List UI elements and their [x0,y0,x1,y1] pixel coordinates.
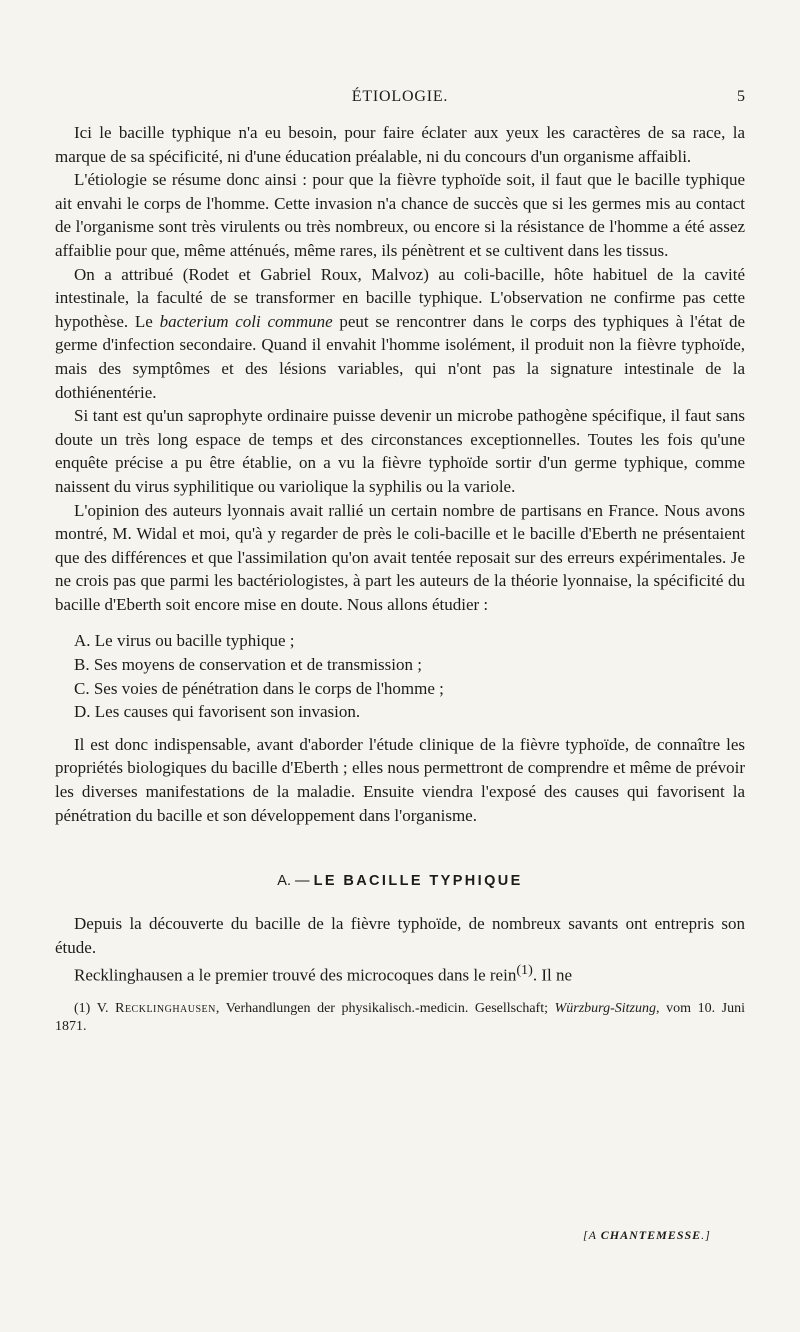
paragraph-colibacille [55,263,745,405]
footnote-author-initial: V. [96,1000,109,1016]
footnote-session: Würzburg-Sitzung [554,1000,656,1016]
signature-name: CHANTEMESSE [600,1228,702,1242]
recklinghausen-tail: . Il ne [532,966,573,986]
study-outline-list [55,629,745,723]
species-name: bacterium coli commune [159,311,333,331]
paragraph-indispensable: Il est donc indispensable, avant d'aborder l'étude clinique de la fièvre typhoïde, de connaître les propriétés biologiques du bacille d'Eberth ; elles nous permettront de comprendre et même de prévoir les diverses manifestations de la maladie. Ensuite viendra l'exposé des causes qui favorisent la pénétration du bacille et son développement dans l'organisme. [55,734,745,825]
paragraph-colibacille-before: On a attribué (Rodet et Gabriel Roux, Malvoz) au coli-bacille, hôte habituel de la cavité intestinale, la faculté de se transformer en bacille typhique. L'observation ne confirme pas cette hypothèse. Le [55,264,745,331]
footnote-date: , vom 10. Juni 1871. [55,1000,746,1034]
paragraph-2: L'étiologie se résume donc ainsi : pour que la fièvre typhoïde soit, il faut que le bacille typhique ait envahi le corps de l'homme. Cette invasion n'a chance de succès que si les germes mis au contact de l'organisme sont très virulents ou très nombreux, ou encore si la résistance de l'homme a été assez affaiblie pour que, même atténués, même rares, ils pénètrent et se cultivent dans les tissus. [55,170,745,260]
printer-signature [583,1228,711,1243]
paragraph-recklinghausen [55,959,745,987]
list-item: A. Le virus ou bacille typhique ; [74,631,295,651]
list-item: B. Ses moyens de conservation et de transmission ; [74,655,422,675]
running-title: ÉTIOLOGIE. [351,88,449,105]
paragraph-colibacille-after: peut se rencontrer dans le corps des typhiques à l'état de germe d'infection secondaire. Quand il envahit l'homme isolément, il produit non la fièvre typhoïde, mais des symptômes et des lésions variables, qui n'ont pas la signature intestinale de la dothiénentérie. [55,311,745,402]
footnote [55,1000,745,1036]
section-heading [55,871,745,891]
page-number: 5 [737,88,745,105]
page-header [55,88,745,112]
paragraph-saprophyte: Si tant est qu'un saprophyte ordinaire puisse devenir un microbe pathogène spécifique, il faut sans doute un très long espace de temps et des circonstances exceptionnelles. Toutes les fois qu'une enquête précise a pu être établie, on a vu la fièvre typhoïde sortir d'un germe typhique, comme naissent du virus syphilitique ou variolique la syphilis ou la variole. [55,406,745,496]
footnote-marker: (1) [74,1000,91,1016]
main-text [55,121,745,1036]
list-item: D. Les causes qui favorisent son invasion. [74,702,361,722]
signature-suffix: .] [701,1228,711,1242]
paragraph-lyonnais: L'opinion des auteurs lyonnais avait rallié un certain nombre de partisans en France. Nous avons montré, M. Widal et moi, qu'à y regarder de près le coli-bacille et le bacille d'Eberth ne présentaient que des différences et que l'assimilation qu'on avait tentée reposait sur des erreurs expérimentales. Je ne crois pas que parmi les bactériologistes, à part les auteurs de la théorie lyonnaise, la spécificité du bacille d'Eberth soit encore mise en doute. Nous allons étudier : [55,500,745,614]
section-letter: A. [277,873,291,890]
paragraph-1: Ici le bacille typhique n'a eu besoin, pour faire éclater aux yeux les caractères de sa race, la marque de sa spécificité, ni d'une éducation préalable, ni du concours d'un organisme affaibli. [55,123,745,166]
footnote-text: , Verhandlungen der physikalisch.-medicin. Gesellschaft; [215,1000,555,1016]
paragraph-decouverte: Depuis la découverte du bacille de la fièvre typhoïde, de nombreux savants ont entrepris son étude. [55,914,745,957]
section-dash: — [295,873,310,890]
signature-prefix: [A [583,1228,597,1242]
recklinghausen-text: Recklinghausen a le premier trouvé des microcoques dans le rein [74,966,517,986]
list-item: C. Ses voies de pénétration dans le corps de l'homme ; [74,678,444,698]
footnote-reference: (1) [516,962,533,979]
section-title: LE BACILLE TYPHIQUE [313,873,523,890]
footnote-author: Recklinghausen [115,1000,216,1016]
